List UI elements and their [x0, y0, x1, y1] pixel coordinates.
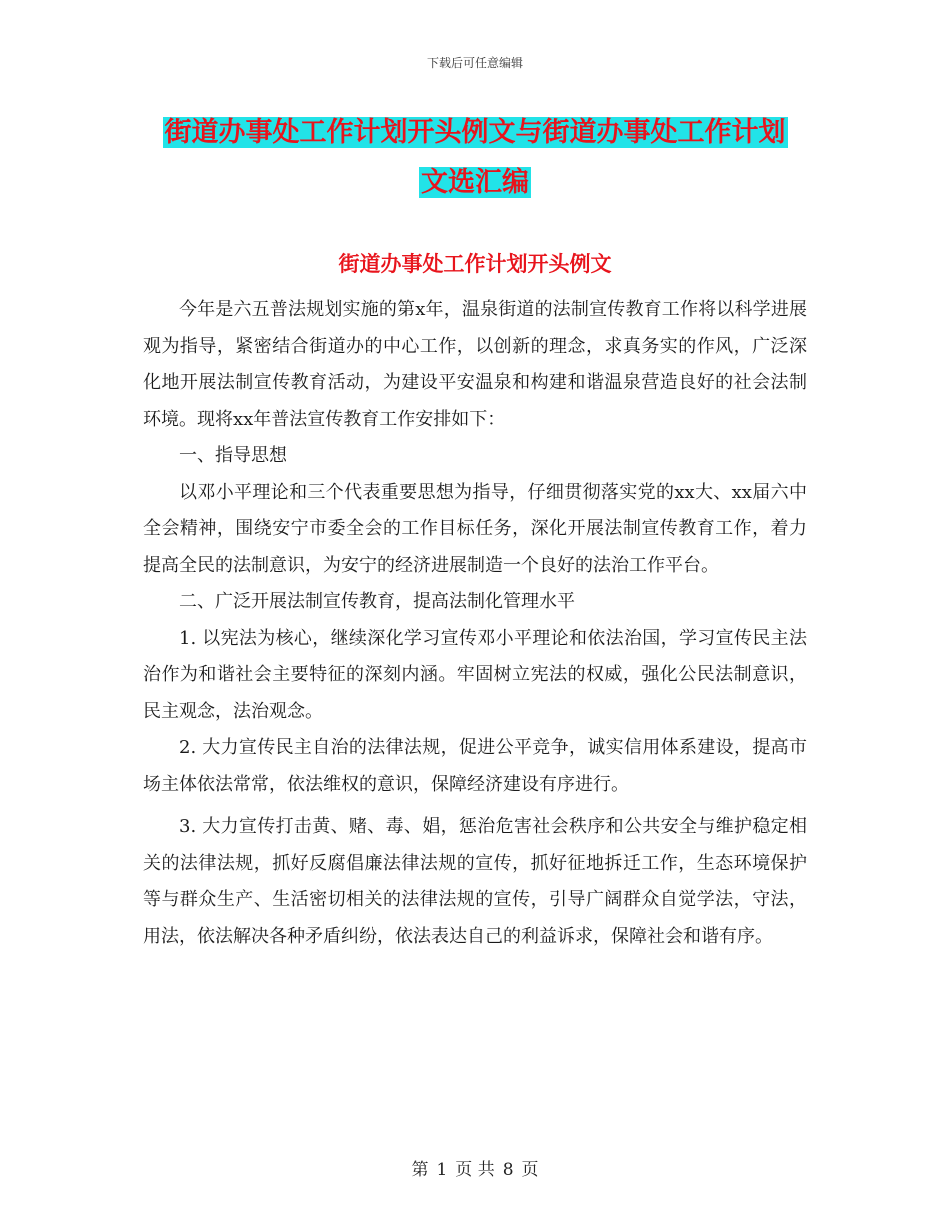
document-title — [143, 108, 807, 208]
list-item-3: 3. 大力宣传打击黄、赌、毒、娼，惩治危害社会秩序和公共安全与维护稳定相关的法律法规，抓好反腐倡廉法律法规的宣传，抓好征地拆迁工作，生态环境保护等与群众生产、生活密切相关的法律法规的宣传，引导广阔群众自觉学法，守法，用法，依法解决各种矛盾纠纷，依法表达自己的利益诉求，保障社会和谐有序。 — [143, 816, 807, 947]
document-title-line-1: 街道办事处工作计划开头例文与街道办事处工作计划 — [164, 117, 786, 148]
section-title: 街道办事处工作计划开头例文 — [338, 251, 612, 276]
header-note: 下载后可任意编辑 — [426, 56, 523, 70]
page-number-suffix: 页 — [521, 1160, 539, 1180]
list-item-2: 2. 大力宣传民主自治的法律法规，促进公平竞争，诚实信用体系建设，提高市场主体依法常常，依法维权的意识，保障经济建设有序进行。 — [143, 737, 807, 795]
page-number-middle: 页 共 — [455, 1160, 495, 1180]
page-number — [0, 1155, 950, 1180]
paragraph-intro: 今年是六五普法规划实施的第x年，温泉街道的法制宣传教育工作将以科学进展观为指导，紧密结合街道办的中心工作，以创新的理念，求真务实的作风，广泛深化地开展法制宣传教育活动，为建设平安温泉和构建和谐温泉营造良好的社会法制环境。现将xx年普法宣传教育工作安排如下： — [143, 299, 807, 430]
page-number-total: 8 — [502, 1160, 514, 1180]
page-number-prefix: 第 — [411, 1160, 429, 1180]
page-number-current: 1 — [436, 1160, 448, 1180]
heading-legal-education: 二、广泛开展法制宣传教育，提高法制化管理水平 — [179, 591, 575, 612]
document-title-line-2: 文选汇编 — [421, 167, 529, 198]
heading-guiding-thought: 一、指导思想 — [179, 445, 287, 466]
list-item-1: 1. 以宪法为核心，继续深化学习宣传邓小平理论和依法治国，学习宣传民主法治作为和谐社会主要特征的深刻内涵。牢固树立宪法的权威，强化公民法制意识，民主观念，法治观念。 — [143, 627, 807, 722]
document-body — [143, 292, 807, 955]
paragraph-guiding-thought: 以邓小平理论和三个代表重要思想为指导，仔细贯彻落实党的xx大、xx届六中全会精神，围绕安宁市委全会的工作目标任务，深化开展法制宣传教育工作，着力提高全民的法制意识，为安宁的经济进展制造一个良好的法治工作平台。 — [143, 481, 807, 576]
